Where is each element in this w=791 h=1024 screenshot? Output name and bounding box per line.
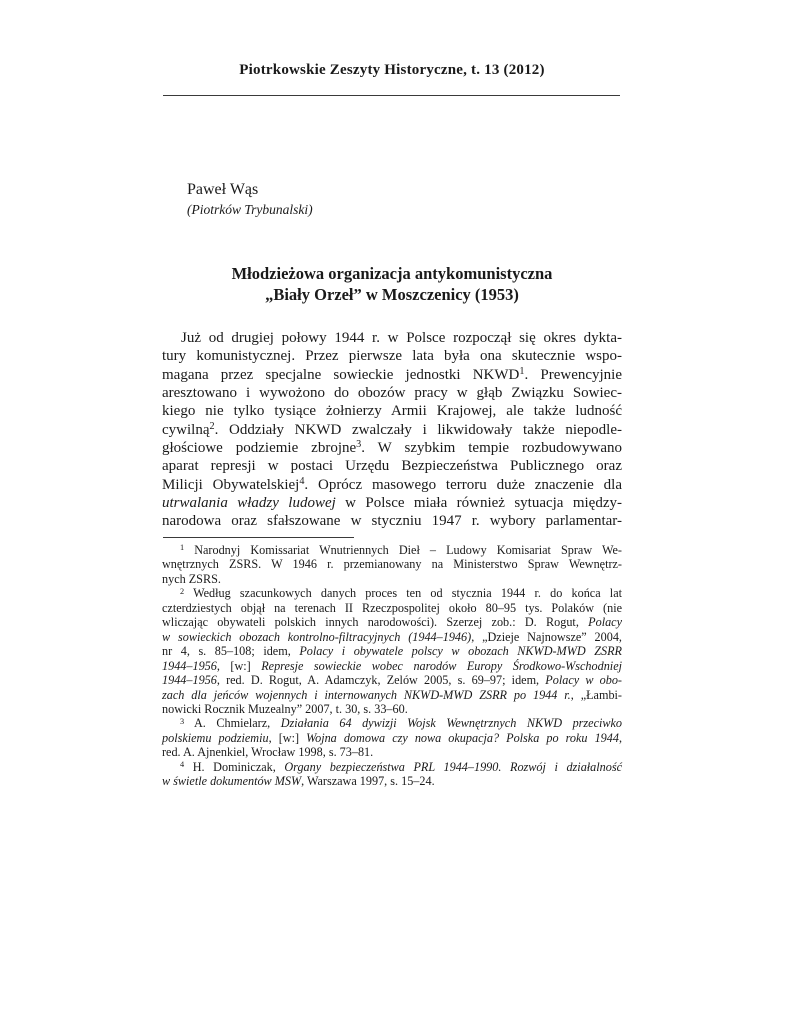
text-segment: narodowa oraz sfałszowane w styczniu 1947 r. wybory parlamentar- xyxy=(162,513,622,530)
journal-header: Piotrkowskie Zeszyty Historyczne, t. 13 (2012) xyxy=(239,62,545,78)
text-segment: , „Łambi- xyxy=(570,687,622,702)
text-segment: tury komunistycznej. Przez pierwsze lata była ona skutecznie wspo- xyxy=(162,348,622,365)
body-line xyxy=(162,347,622,365)
text-segment: Polacy xyxy=(588,615,622,630)
text-segment: . W szybkim tempie rozbudowywano xyxy=(361,440,622,457)
body-paragraph xyxy=(162,329,622,531)
footnote-line xyxy=(162,615,622,629)
body-line xyxy=(162,494,622,512)
text-segment: , xyxy=(618,730,622,745)
text-segment: Narodnyj Komissariat Wnutriennych Dieł – Ludowy Komisariat Spraw We- xyxy=(184,543,622,557)
footnote-line xyxy=(162,572,622,586)
body-line xyxy=(162,476,622,494)
text-segment: red. A. Ajnenkiel, Wrocław 1998, s. 73–81. xyxy=(162,745,374,760)
text-segment: Działania 64 dywizji Wojsk Wewnętrznych NKWD przeciwko xyxy=(280,716,622,731)
footnote-marker: 2 xyxy=(209,421,215,433)
header-rule xyxy=(163,95,620,96)
text-segment: Represje sowieckie wobec narodów Europy Środkowo-Wschodniej xyxy=(261,658,622,673)
footnote-marker: 3 xyxy=(180,716,185,726)
footnote-marker: 2 xyxy=(180,586,185,596)
footnote-line xyxy=(162,731,622,745)
body-line xyxy=(162,366,622,384)
text-segment: , [w:] xyxy=(268,730,307,745)
text-segment: Polacy w obo- xyxy=(545,673,622,688)
footnotes xyxy=(162,543,622,789)
footnote-separator xyxy=(163,537,354,538)
article-title xyxy=(162,264,622,305)
text-segment: aresztowano i wywożono do obozów pracy w głąb Związku Sowiec- xyxy=(162,385,622,402)
footnote-line xyxy=(162,702,622,716)
footnote-line xyxy=(162,586,622,600)
text-segment: A. Chmielarz, xyxy=(184,716,281,731)
text-segment: . Oddziały NKWD zwalczały i likwidowały także niepodle- xyxy=(214,421,622,438)
footnote-line xyxy=(162,630,622,644)
text-segment: polskiemu podziemiu xyxy=(162,730,269,745)
text-segment: 1944–1956 xyxy=(162,658,217,673)
text-segment: , red. D. Rogut, A. Adamczyk, Zelów 2005, s. 69–97; idem, xyxy=(216,673,546,688)
text-segment: wnętrznych ZSRS. W 1946 r. przemianowany na Ministerstwo Spraw Wewnętrz- xyxy=(162,557,622,572)
footnote-line xyxy=(162,543,622,557)
footnote-line xyxy=(162,659,622,673)
body-line xyxy=(162,457,622,475)
footnote-marker: 1 xyxy=(180,543,185,553)
text-segment: utrwalania władzy ludowej xyxy=(162,495,336,512)
text-segment: aparat represji w postaci Urzędu Bezpieczeństwa Publicznego oraz xyxy=(162,458,622,475)
body-line xyxy=(162,421,622,439)
text-segment: Według szacunkowych danych proces ten od stycznia 1944 r. do końca lat xyxy=(184,586,622,601)
text-segment: w Polsce miała również sytuacja między- xyxy=(335,495,622,512)
footnote-line xyxy=(162,673,622,687)
text-segment: cywilną xyxy=(162,421,210,438)
text-segment: w sowieckich obozach kontrolno-filtracyjnych (1944–1946) xyxy=(162,629,472,644)
footnote-line xyxy=(162,745,622,759)
article-title-line-1: Młodzieżowa organizacja antykomunistyczna xyxy=(231,264,553,283)
text-segment: , Warszawa 1997, s. 15–24. xyxy=(301,774,435,789)
footnote-line xyxy=(162,760,622,774)
text-segment: nr 4, s. 85–108; idem, xyxy=(162,644,300,659)
footnote-line xyxy=(162,601,622,615)
footnote-marker: 4 xyxy=(180,760,185,770)
body-line xyxy=(162,329,622,347)
text-segment: Organy bezpieczeństwa PRL 1944–1990. Rozwój i działalność xyxy=(284,759,622,774)
text-segment: . Prewencyjnie xyxy=(524,366,623,383)
text-segment: w świetle dokumentów MSW xyxy=(162,774,302,789)
footnote-line xyxy=(162,774,622,788)
text-segment: głościowe podziemie zbrojne xyxy=(162,440,357,457)
author-name: Paweł Wąs xyxy=(187,181,259,198)
body-line xyxy=(162,512,622,530)
text-segment: Polacy i obywatele polscy w obozach NKWD-MWD ZSRR xyxy=(299,644,623,659)
text-segment: kiego nie tylko tysiące żołnierzy Armii Krajowej, ale także ludność xyxy=(162,403,622,420)
body-line xyxy=(162,402,622,420)
text-segment: magana przez specjalne sowieckie jednostki NKWD xyxy=(162,366,520,383)
text-segment: nowicki Rocznik Muzealny” 2007, t. 30, s. 33–60. xyxy=(162,701,408,716)
text-segment: nych ZSRS. xyxy=(162,571,221,586)
text-segment: wliczając obywateli polskich innych narodowości). Szerzej zob.: D. Rogut, xyxy=(162,615,589,630)
text-segment: zach dla jeńców wojennych i internowanych NKWD-MWD ZSRR po 1944 r. xyxy=(162,687,571,702)
footnote-line xyxy=(162,557,622,571)
footnote-marker: 1 xyxy=(519,366,525,378)
author-affiliation: (Piotrków Trybunalski) xyxy=(187,202,313,217)
footnote-marker: 4 xyxy=(299,476,305,488)
article-title-line-2: „Biały Orzeł” w Moszczenicy (1953) xyxy=(265,284,519,304)
text-segment: czterdziestych objął na terenach II Rzeczpospolitej około 80–95 tys. Polaków (nie xyxy=(162,600,622,615)
text-segment: H. Dominiczak, xyxy=(184,759,285,774)
text-segment: . Oprócz masowego terroru duże znaczenie dla xyxy=(304,476,622,493)
text-segment: , „Dzieje Najnowsze” 2004, xyxy=(471,629,622,644)
text-segment: Wojna domowa czy nowa okupacja? Polska po roku 1944 xyxy=(306,730,619,745)
text-segment: Milicji Obywatelskiej xyxy=(162,476,300,493)
text-segment: Już od drugiej połowy 1944 r. w Polsce rozpoczął się okres dykta- xyxy=(181,330,622,346)
text-segment: , [w:] xyxy=(216,658,262,673)
body-line xyxy=(162,384,622,402)
footnote-line xyxy=(162,688,622,702)
footnote-line xyxy=(162,644,622,658)
text-segment: 1944–1956 xyxy=(162,673,217,688)
body-line xyxy=(162,439,622,457)
footnote-marker: 3 xyxy=(356,439,362,451)
footnote-line xyxy=(162,716,622,730)
